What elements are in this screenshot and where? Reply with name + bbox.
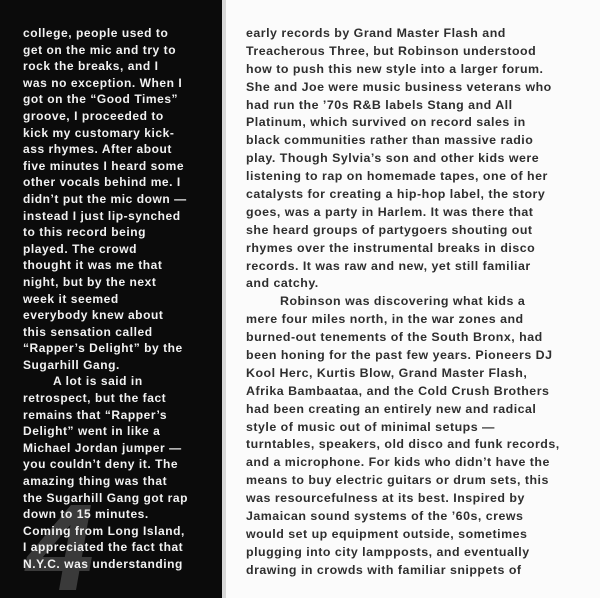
text-line: Robinson was discovering what kids a	[280, 294, 526, 309]
text-line: groove, I proceeded to	[23, 108, 164, 123]
page-fold-edge	[222, 0, 226, 598]
text-line: instead I just lip-synched	[23, 208, 181, 223]
text-line: to this record being	[23, 225, 147, 240]
text-line: play. Though Sylvia’s son and other kids were	[246, 151, 540, 166]
text-line: week it seemed	[23, 291, 119, 306]
text-line: played. The crowd	[23, 241, 138, 256]
text-line: means to buy electric guitars or drum sets, this	[246, 473, 549, 488]
text-line: records. It was raw and new, yet still familiar	[246, 258, 531, 273]
text-line: She and Joe were music business veterans who	[246, 79, 552, 94]
text-line: “Rapper’s Delight” by the	[23, 341, 183, 356]
text-line: Treacherous Three, but Robinson understood	[246, 43, 537, 58]
text-line: night, but by the next	[23, 274, 157, 289]
text-line: down to 15 minutes.	[23, 507, 149, 522]
text-line: remains that “Rapper’s	[23, 407, 168, 422]
text-line: this sensation called	[23, 324, 153, 339]
text-line: Michael Jordan jumper —	[23, 440, 182, 455]
text-line: Jamaican sound systems of the ’60s, crews	[246, 509, 524, 524]
text-line: how to push this new style into a larger forum.	[246, 61, 544, 76]
text-line: kick my customary kick-	[23, 125, 175, 140]
left-column-text	[23, 25, 188, 573]
text-line: Delight” went in like a	[23, 424, 161, 439]
text-line: college, people used to	[23, 26, 169, 40]
text-line: Sugarhill Gang.	[23, 357, 120, 372]
text-line: and a microphone. For kids who didn’t have the	[246, 455, 550, 470]
text-line: mere four miles north, in the war zones and	[246, 312, 524, 327]
text-line: N.Y.C. was understanding	[23, 557, 183, 571]
text-line: she heard groups of partygoers shouting out	[246, 222, 533, 237]
text-line: five minutes I heard some	[23, 158, 185, 173]
text-line: catalysts for creating a hip-hop label, the story	[246, 187, 546, 202]
text-line: would set up equipment outside, sometimes	[246, 526, 528, 541]
text-line: other vocals behind me. I	[23, 175, 181, 190]
text-line: style of music out of minimal setups —	[246, 419, 495, 434]
text-line: and catchy.	[246, 276, 319, 291]
text-line: ass rhymes. After about	[23, 142, 172, 157]
text-line: you couldn’t deny it. The	[23, 457, 179, 472]
text-line: I appreciated the fact that	[23, 540, 184, 555]
text-line: been honing for the past few years. Pioneers DJ	[246, 348, 553, 363]
text-line: everybody knew about	[23, 308, 164, 323]
text-line: Coming from Long Island,	[23, 523, 185, 538]
right-column-text	[246, 25, 560, 580]
text-line: got on the “Good Times”	[23, 92, 179, 107]
text-line: was no exception. When I	[23, 75, 183, 90]
text-line: Kool Herc, Kurtis Blow, Grand Master Flash,	[246, 365, 528, 380]
text-line: A lot is said in	[53, 374, 143, 389]
text-line: burned-out tenements of the South Bronx, had	[246, 330, 543, 345]
text-line: goes, was a party in Harlem. It was there that	[246, 204, 534, 219]
text-line: was resourcefulness at its best. Inspired by	[246, 491, 525, 506]
text-line: rock the breaks, and I	[23, 59, 159, 74]
text-line: drawing in crowds with familiar snippets of	[246, 562, 522, 577]
text-line: had run the ’70s R&B labels Stang and All	[246, 97, 513, 112]
text-line: didn’t put the mic down —	[23, 191, 187, 206]
text-line: amazing thing was that	[23, 474, 168, 489]
text-line: thought it was me that	[23, 258, 163, 273]
text-line: the Sugarhill Gang got rap	[23, 490, 188, 505]
text-line: plugging into city lampposts, and eventually	[246, 544, 530, 559]
text-line: Afrika Bambaataa, and the Cold Crush Brothers	[246, 383, 550, 398]
text-line: early records by Grand Master Flash and	[246, 26, 506, 40]
text-line: rhymes over the instrumental breaks in disco	[246, 240, 536, 255]
text-line: Platinum, which survived on record sales in	[246, 115, 526, 130]
text-line: retrospect, but the fact	[23, 391, 167, 406]
text-line: get on the mic and try to	[23, 42, 177, 57]
text-line: had been creating an entirely new and radical	[246, 401, 537, 416]
text-line: black communities rather than massive radio	[246, 133, 534, 148]
text-line: listening to rap on homemade tapes, one of her	[246, 169, 548, 184]
text-line: turntables, speakers, old disco and funk records,	[246, 437, 560, 452]
